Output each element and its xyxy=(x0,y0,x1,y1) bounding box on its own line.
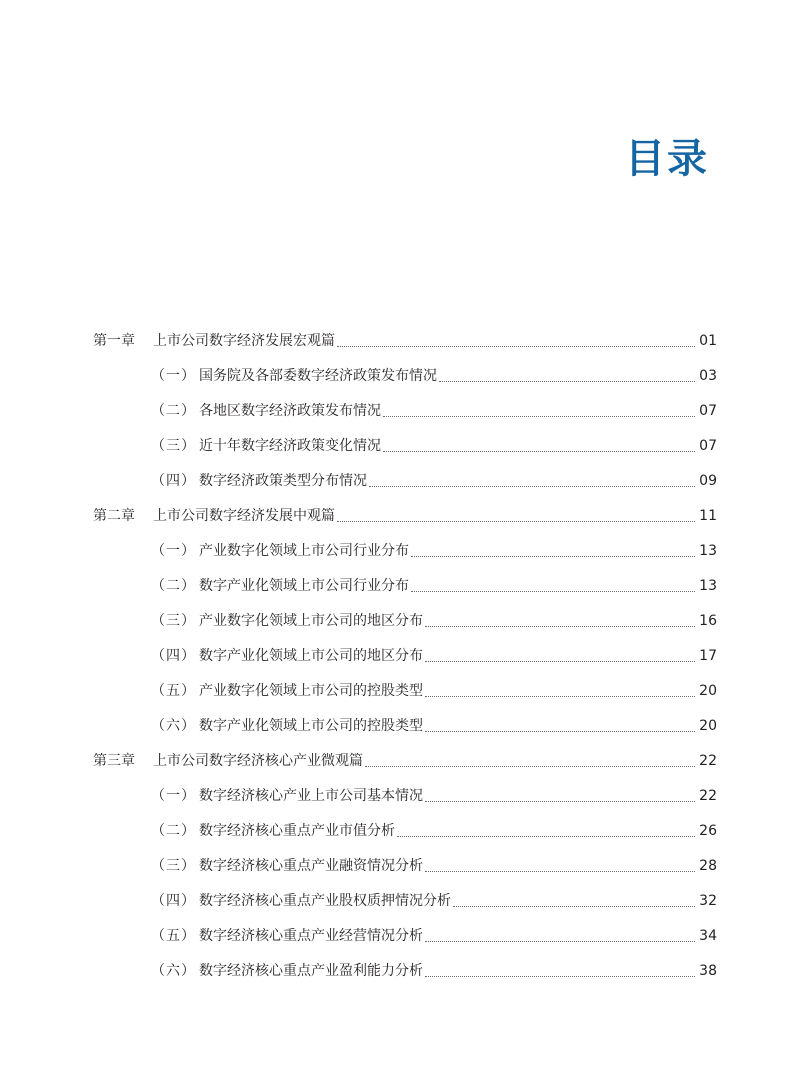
page-number: 11 xyxy=(699,508,717,524)
toc-section[interactable] xyxy=(151,956,717,980)
section-number: （六） xyxy=(151,963,196,979)
toc-section[interactable] xyxy=(151,466,717,490)
section-title: 国务院及各部委数字经济政策发布情况 xyxy=(199,368,437,384)
dot-leader xyxy=(439,380,695,382)
dot-leader xyxy=(337,520,695,522)
page-number: 20 xyxy=(699,718,717,734)
page-number: 13 xyxy=(699,543,717,559)
dot-leader xyxy=(425,800,695,802)
section-number: （六） xyxy=(151,718,196,734)
section-number: （四） xyxy=(151,648,196,664)
section-number: （一） xyxy=(151,788,196,804)
section-title: 产业数字化领域上市公司的地区分布 xyxy=(199,613,423,629)
toc-section[interactable] xyxy=(151,921,717,945)
dot-leader xyxy=(425,625,695,627)
dot-leader xyxy=(411,590,695,592)
page-number: 22 xyxy=(699,788,717,804)
dot-leader xyxy=(365,765,695,767)
section-title: 各地区数字经济政策发布情况 xyxy=(199,403,381,419)
page-number: 03 xyxy=(699,368,717,384)
toc-chapter-3[interactable] xyxy=(93,746,717,770)
toc-section[interactable] xyxy=(151,641,717,665)
toc-section[interactable] xyxy=(151,676,717,700)
dot-leader xyxy=(383,415,695,417)
section-number: （一） xyxy=(151,368,196,384)
toc-section[interactable] xyxy=(151,431,717,455)
dot-leader xyxy=(337,345,695,347)
page-number: 17 xyxy=(699,648,717,664)
toc-section[interactable] xyxy=(151,816,717,840)
section-title: 数字经济核心重点产业经营情况分析 xyxy=(199,928,423,944)
chapter-title: 上市公司数字经济发展宏观篇 xyxy=(153,333,335,349)
section-title: 产业数字化领域上市公司行业分布 xyxy=(199,543,409,559)
section-number: （二） xyxy=(151,823,196,839)
toc-section[interactable] xyxy=(151,361,717,385)
section-title: 数字经济核心重点产业市值分析 xyxy=(199,823,395,839)
page-number: 38 xyxy=(699,963,717,979)
chapter-title: 上市公司数字经济发展中观篇 xyxy=(153,508,335,524)
section-title: 数字产业化领域上市公司行业分布 xyxy=(199,578,409,594)
dot-leader xyxy=(453,905,695,907)
section-title: 数字经济政策类型分布情况 xyxy=(199,473,367,489)
dot-leader xyxy=(425,870,695,872)
page-number: 07 xyxy=(699,403,717,419)
section-title: 近十年数字经济政策变化情况 xyxy=(199,438,381,454)
toc-section[interactable] xyxy=(151,711,717,735)
section-title: 数字经济核心重点产业融资情况分析 xyxy=(199,858,423,874)
section-title: 数字经济核心产业上市公司基本情况 xyxy=(199,788,423,804)
page-number: 22 xyxy=(699,753,717,769)
section-title: 数字产业化领域上市公司的地区分布 xyxy=(199,648,423,664)
dot-leader xyxy=(425,975,695,977)
section-number: （一） xyxy=(151,543,196,559)
section-number: （三） xyxy=(151,613,196,629)
dot-leader xyxy=(425,730,695,732)
toc-section[interactable] xyxy=(151,886,717,910)
dot-leader xyxy=(425,940,695,942)
section-number: （二） xyxy=(151,578,196,594)
section-number: （四） xyxy=(151,893,196,909)
section-number: （三） xyxy=(151,438,196,454)
dot-leader xyxy=(425,695,695,697)
page-number: 20 xyxy=(699,683,717,699)
dot-leader xyxy=(425,660,695,662)
page-number: 13 xyxy=(699,578,717,594)
section-number: （三） xyxy=(151,858,196,874)
section-number: （五） xyxy=(151,928,196,944)
chapter-title: 上市公司数字经济核心产业微观篇 xyxy=(153,753,363,769)
page-number: 32 xyxy=(699,893,717,909)
page-title: 目录 xyxy=(625,136,709,182)
toc-chapter-1[interactable] xyxy=(93,326,717,350)
toc-section[interactable] xyxy=(151,606,717,630)
page-number: 28 xyxy=(699,858,717,874)
chapter-number: 第一章 xyxy=(93,333,135,349)
page-number: 09 xyxy=(699,473,717,489)
chapter-number: 第二章 xyxy=(93,508,135,524)
toc-chapter-2[interactable] xyxy=(93,501,717,525)
page-number: 26 xyxy=(699,823,717,839)
section-title: 数字产业化领域上市公司的控股类型 xyxy=(199,718,423,734)
toc-section[interactable] xyxy=(151,396,717,420)
dot-leader xyxy=(397,835,695,837)
toc-section[interactable] xyxy=(151,781,717,805)
page-number: 16 xyxy=(699,613,717,629)
dot-leader xyxy=(383,450,695,452)
page-number: 01 xyxy=(699,333,717,349)
toc-section[interactable] xyxy=(151,536,717,560)
chapter-number: 第三章 xyxy=(93,753,135,769)
dot-leader xyxy=(411,555,695,557)
section-title: 产业数字化领域上市公司的控股类型 xyxy=(199,683,423,699)
toc-section[interactable] xyxy=(151,571,717,595)
page-number: 34 xyxy=(699,928,717,944)
dot-leader xyxy=(369,485,695,487)
section-number: （五） xyxy=(151,683,196,699)
section-title: 数字经济核心重点产业盈利能力分析 xyxy=(199,963,423,979)
section-number: （四） xyxy=(151,473,196,489)
toc-section[interactable] xyxy=(151,851,717,875)
section-title: 数字经济核心重点产业股权质押情况分析 xyxy=(199,893,451,909)
page-number: 07 xyxy=(699,438,717,454)
section-number: （二） xyxy=(151,403,196,419)
